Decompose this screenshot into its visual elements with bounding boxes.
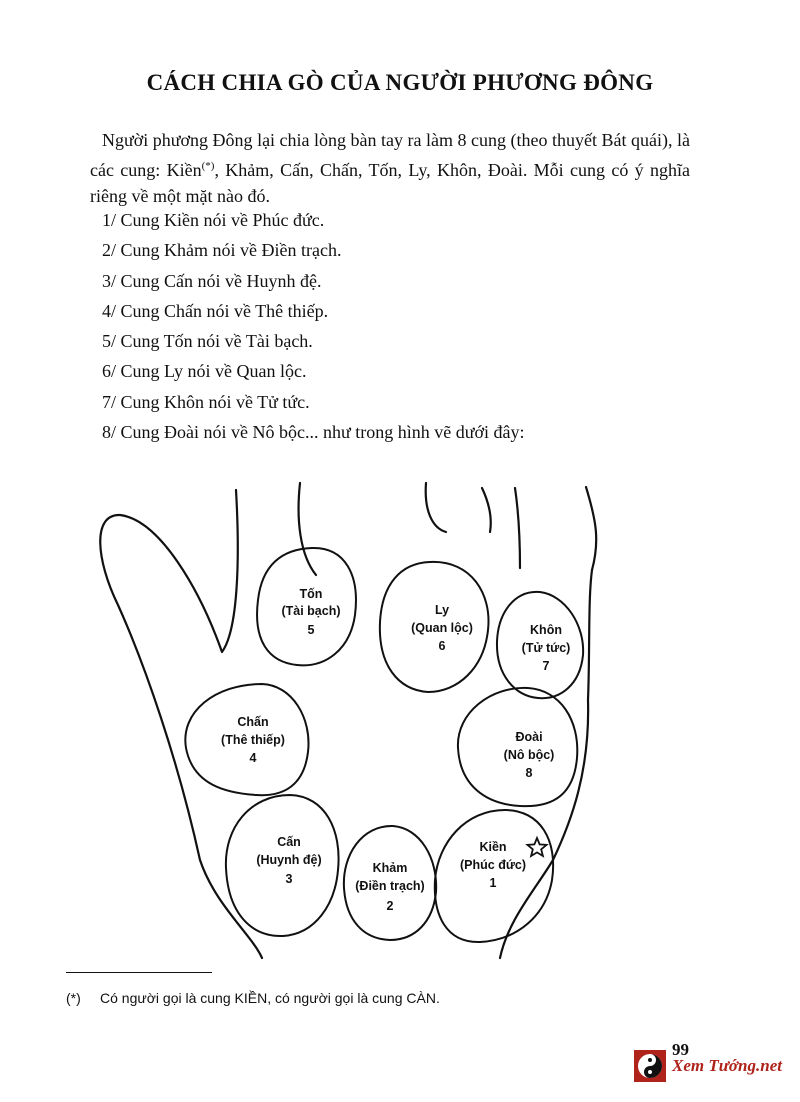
palace-name: Chấn	[237, 715, 269, 729]
palace-can	[256, 835, 321, 886]
palace-name: Cấn	[277, 835, 301, 849]
palace-chan	[221, 715, 285, 765]
palace-number: 7	[542, 659, 550, 673]
list-item: 7/ Cung Khôn nói về Tử tức.	[102, 391, 310, 412]
watermark-logo	[634, 1050, 782, 1082]
palace-meaning: (Nô bộc)	[503, 748, 555, 762]
palace-number: 5	[307, 623, 315, 637]
intro-text-after: , Khảm, Cấn, Chấn, Tốn, Ly, Khôn, Đoài. Mỗi cung có ý nghĩa riêng về một mặt nào đó.	[90, 160, 690, 206]
palace-name: Khôn	[530, 623, 562, 637]
palace-number: 6	[438, 639, 446, 653]
palace-list	[102, 205, 524, 447]
palace-number: 2	[386, 899, 394, 913]
list-item: 8/ Cung Đoài nói về Nô bộc... như trong hình vẽ dưới đây:	[102, 422, 525, 443]
palace-doai	[504, 730, 555, 780]
footnote	[66, 990, 440, 1006]
star-outline-icon	[528, 838, 547, 856]
footnote-reference: (*)	[201, 160, 215, 172]
palace-ly	[411, 603, 473, 653]
palace-kham	[355, 861, 424, 913]
list-item: 3/ Cung Cấn nói về Huynh đệ.	[102, 270, 322, 291]
palace-ton	[281, 587, 340, 637]
page-number: 99	[672, 1040, 689, 1059]
intro-text-before: Người phương Đông lại chia lòng bàn tay ra làm 8 cung (theo thuyết Bát quái), là các cung: Kiền	[90, 130, 690, 180]
palace-meaning: (Huynh đệ)	[256, 853, 322, 867]
list-item: 6/ Cung Ly nói về Quan lộc.	[102, 361, 307, 382]
palace-name: Kiền	[479, 840, 507, 854]
palace-meaning: (Phúc đức)	[460, 858, 526, 872]
palace-number: 3	[285, 872, 293, 886]
palace-meaning: (Tài bạch)	[281, 604, 341, 618]
palace-name: Khảm	[372, 861, 408, 875]
palace-name: Đoài	[515, 730, 543, 744]
palace-meaning: (Thê thiếp)	[221, 733, 285, 747]
yin-yang-icon	[634, 1050, 666, 1082]
watermark-brand: Xem Tướng.net	[672, 1056, 782, 1075]
palace-meaning: (Tử tức)	[521, 641, 571, 655]
palace-meaning: (Điền trạch)	[355, 879, 425, 893]
palace-kien	[460, 840, 526, 890]
list-item: 2/ Cung Khảm nói về Điền trạch.	[102, 240, 342, 261]
palm-diagram	[0, 460, 800, 960]
palace-khon	[522, 623, 571, 673]
palace-name: Tốn	[299, 587, 323, 601]
page-title: CÁCH CHIA GÒ CỦA NGƯỜI PHƯƠNG ĐÔNG	[146, 70, 654, 95]
hand-outline	[100, 483, 596, 958]
palace-number: 1	[489, 876, 497, 890]
palace-meaning: (Quan lộc)	[411, 621, 473, 635]
intro-paragraph	[90, 127, 690, 209]
footnote-mark: (*)	[66, 990, 81, 1006]
list-item: 5/ Cung Tốn nói về Tài bạch.	[102, 331, 313, 352]
palace-labels	[221, 587, 570, 913]
palace-name: Ly	[434, 603, 450, 617]
list-item: 4/ Cung Chấn nói về Thê thiếp.	[102, 300, 329, 321]
palace-number: 4	[249, 751, 257, 765]
list-item: 1/ Cung Kiền nói về Phúc đức.	[102, 210, 325, 230]
footnote-text: Có người gọi là cung KIỀN, có người gọi là cung CÀN.	[100, 990, 440, 1006]
palace-number: 8	[525, 766, 533, 780]
footnote-divider	[66, 972, 212, 973]
